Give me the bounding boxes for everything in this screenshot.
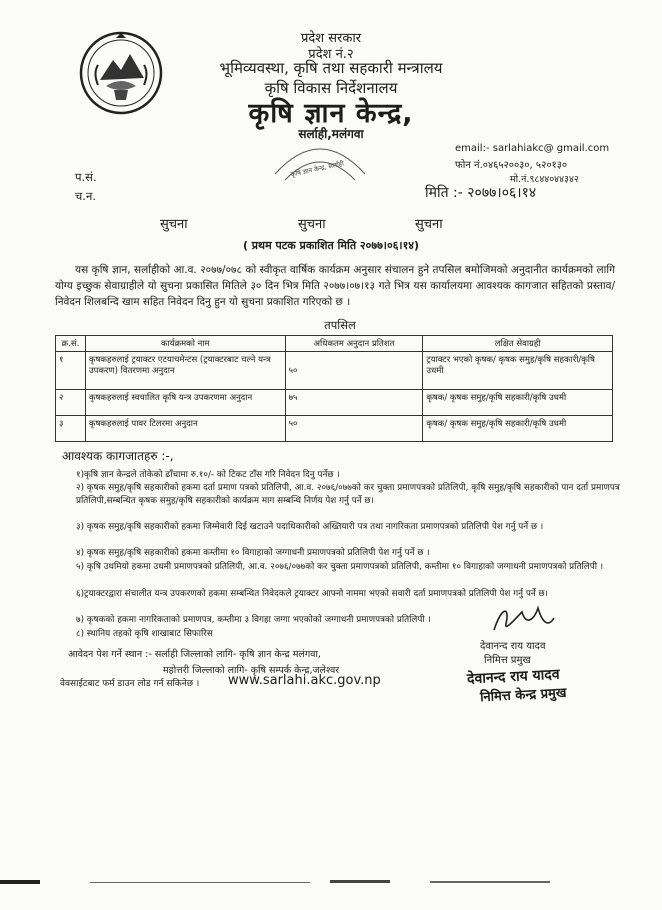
table-row bbox=[56, 416, 613, 442]
row-target: ट्रयाक्टर भएको कृषक/ कृषक समुह/कृषि सहकारी/कृषि उधमी bbox=[423, 352, 613, 390]
contact-phone: फोन नं.०४६५२००३०, ५२०१३० bbox=[455, 160, 568, 171]
row-percent: ५० bbox=[285, 416, 423, 442]
notice-date: मिति :- २०७७।०६।१४ bbox=[425, 185, 537, 201]
col-header-percent: अधिकतम अनुदान प्रतिशत bbox=[285, 336, 423, 352]
contact-mobile: मो.नं.९८४४०४४३४२ bbox=[510, 174, 579, 185]
documents-item-4: ४) कृषक समुह/कृषि सहकारीको हकमा कम्तीमा १० विगाहाको जग्गाधनी प्रमाणपत्रको प्रतिलिपी पेश गर्नु पर्ने छ । bbox=[76, 548, 430, 558]
contact-email: email:- sarlahiakc@ gmail.com bbox=[455, 143, 610, 154]
heading-suchana-3: सुचना bbox=[415, 217, 443, 232]
row-percent: ७५ bbox=[285, 390, 423, 416]
government-emblem-icon bbox=[78, 30, 164, 116]
row-program-name: कृषकहरुलाई स्वचालित कृषि यन्त्र उपकरणमा अनुदान bbox=[85, 390, 285, 416]
documents-item-7: ७) कृषकको हकमा नागरिकताको प्रमाणपत्र, कम्तीमा ३ विगहा जग्गा भएकोको जग्गाधनी प्रमाणपत्रको प्रतिलिपी । bbox=[76, 615, 431, 625]
row-sn: २ bbox=[56, 390, 86, 416]
program-table bbox=[55, 335, 613, 442]
signatory-title: निमित्त प्रमुख bbox=[484, 655, 531, 666]
row-program-name: कृषकहरुलाई ट्रयाक्टर एटयाचमेन्टस (ट्रयाक्टरबाट चल्ने यन्त्र उपकरण) वितरणमा अनुदान bbox=[85, 352, 285, 390]
documents-item-6: ६)ट्रयाक्टरद्वारा संचालीत यन्त्र उपकरणको हकमा सम्बन्धित निवेदकले ट्रयाक्टर आफ्नो नाममा भएको सवारी दर्ता प्रमाणपत्रको प्रतिलिपी पेश गर्नु पर्ने छ। bbox=[76, 589, 548, 599]
office-seal-icon bbox=[270, 134, 370, 184]
website-label: वेवसाईटबाट फर्म डाउन लोड गर्न सकिनेछ । bbox=[60, 679, 200, 689]
table-row bbox=[56, 352, 613, 390]
documents-title: आवश्यक कागजातहरु :-, bbox=[62, 449, 174, 463]
first-published-date: ( प्रथम पटक प्रकाशित मिति २०७७।०६।१४) bbox=[242, 239, 420, 252]
header-line-1: प्रदेश सरकार bbox=[300, 31, 362, 46]
office-name: कृषि ज्ञान केन्द्र, bbox=[248, 98, 414, 129]
header-line-2: प्रदेश नं.२ bbox=[308, 47, 354, 62]
header-directorate: कृषि विकास निर्देशनालय bbox=[264, 79, 398, 97]
row-target: कृषक/ कृषक समुह/कृषि सहकारी/कृषि उधमी bbox=[423, 390, 613, 416]
row-sn: ३ bbox=[56, 416, 86, 442]
documents-item-8: ८) स्थानिय तहको कृषि शाखाबाट सिफारिस bbox=[76, 629, 213, 639]
signatory-name: देवानन्द राय यादव bbox=[480, 641, 546, 652]
website-url[interactable]: www.sarlahi.akc.gov.np bbox=[228, 673, 381, 688]
notice-body: यस कृषि ज्ञान, सर्लाहीको आ.व. २०७७/०७८ को स्वीकृत वार्षिक कार्यक्रम अनुसार संचालन हुने तपसिल बमोजिमको अनुदानीत कार्यक्रमको लागि योग्य इच्छुक सेवाग्राहीले यो सुचना प्रकासित मितिले ३० दिन भित्र मिति २०७७।०७।१३ गते भित्र यस कार्यालयमा आवश्यक कागजात सहितको प्रस्ताव/ निवेदन शिलबन्दि खाम सहित निवेदन दिनु हुन यो सुचना प्रकाशित गरिएको छ । bbox=[55, 264, 615, 308]
stamp-name: देवानन्द राय यादव bbox=[466, 666, 560, 688]
submission-place-line-1: आवेदन पेश गर्ने स्थान :- सर्लाही जिल्लाको लागि- कृषि ज्ञान केन्द्र मलंगवा, bbox=[68, 649, 321, 660]
col-header-sn: क्र.सं. bbox=[56, 336, 86, 352]
ref-cha-na: च.न. bbox=[75, 189, 96, 203]
table-row bbox=[56, 390, 613, 416]
row-target: कृषक/ कृषक समुह/कृषि सहकारी/कृषि उधमी bbox=[423, 416, 613, 442]
office-seal-text: कृषि ज्ञान केन्द्र, सर्लाही bbox=[289, 159, 345, 179]
row-sn: १ bbox=[56, 352, 86, 390]
documents-item-1: १)कृषि ज्ञान केन्द्रले तोकेको ढाँचामा रु.१०/- को टिकट टाँस गरि निवेदन दिनु पर्नेछ । bbox=[76, 470, 340, 480]
col-header-target: लक्षित सेवाग्रही bbox=[423, 336, 613, 352]
header-ministry: भूमिव्यवस्था, कृषि तथा सहकारी मन्त्रालय bbox=[219, 59, 443, 77]
ref-pa-sa: प.सं. bbox=[75, 170, 97, 184]
documents-item-5: ५) कृषि उधमियो हकमा उधमी प्रमाणपत्रको प्रतिलिपी, आ.व. २०७६/०७७को कर चुक्ता प्रमाणपत्रको प्रतिलिपी, कम्तीमा १० विगाहाको जग्गाधनी प्रमाणपत्रको प्रतिलिपी । bbox=[76, 562, 604, 572]
submission-place-line-2: महोत्तरी जिल्लाको लागि- कृषि सम्पर्क केन्द्र,जलेश्वर bbox=[163, 665, 340, 676]
tapsil-label: तपसिल bbox=[324, 318, 356, 332]
documents-item-3: ३) कृषक समुह/कृषि सहकारीको हकमा जिम्मेवारी दिई खटाउने पदाधिकारीको अख्तियारी पत्र तथा नागरिकता प्रमाणपत्रको प्रतिलिपी पेश गर्नु पर्ने छ । bbox=[76, 522, 544, 532]
col-header-name: कार्यक्रमको नाम bbox=[85, 336, 285, 352]
row-program-name: कृषकहरुलाई पावर टिलरमा अनुदान bbox=[85, 416, 285, 442]
heading-suchana-2: सुचना bbox=[298, 217, 326, 232]
row-percent: ५० bbox=[285, 352, 423, 390]
table-header-row bbox=[56, 336, 613, 352]
heading-suchana-1: सुचना bbox=[160, 217, 188, 232]
scan-artifact-strip bbox=[0, 878, 662, 892]
office-place: सर्लाही,मलंगवा bbox=[298, 127, 364, 141]
documents-item-2: २) कृषक समुह/कृषि सहकारीको हकमा दर्ता प्रमाण पत्रको प्रतिलिपी, आ.व. २०७६/०७७को कर चुक्ता प्रमाणपत्रको प्रतिलिपी, कृषि समुह/कृषि सहकारीको पान दर्ता प्रमाणपत्र प्रतिलिपी,सम्बन्धित कृषक समुह/कृषि सहकारीको कार्यक्रम माग सम्बन्धि निर्णय पेश गर्नु पर्ने छ। bbox=[76, 483, 620, 506]
stamp-title: निमित्त केन्द्र प्रमुख bbox=[479, 685, 567, 706]
signature-icon bbox=[488, 600, 558, 638]
